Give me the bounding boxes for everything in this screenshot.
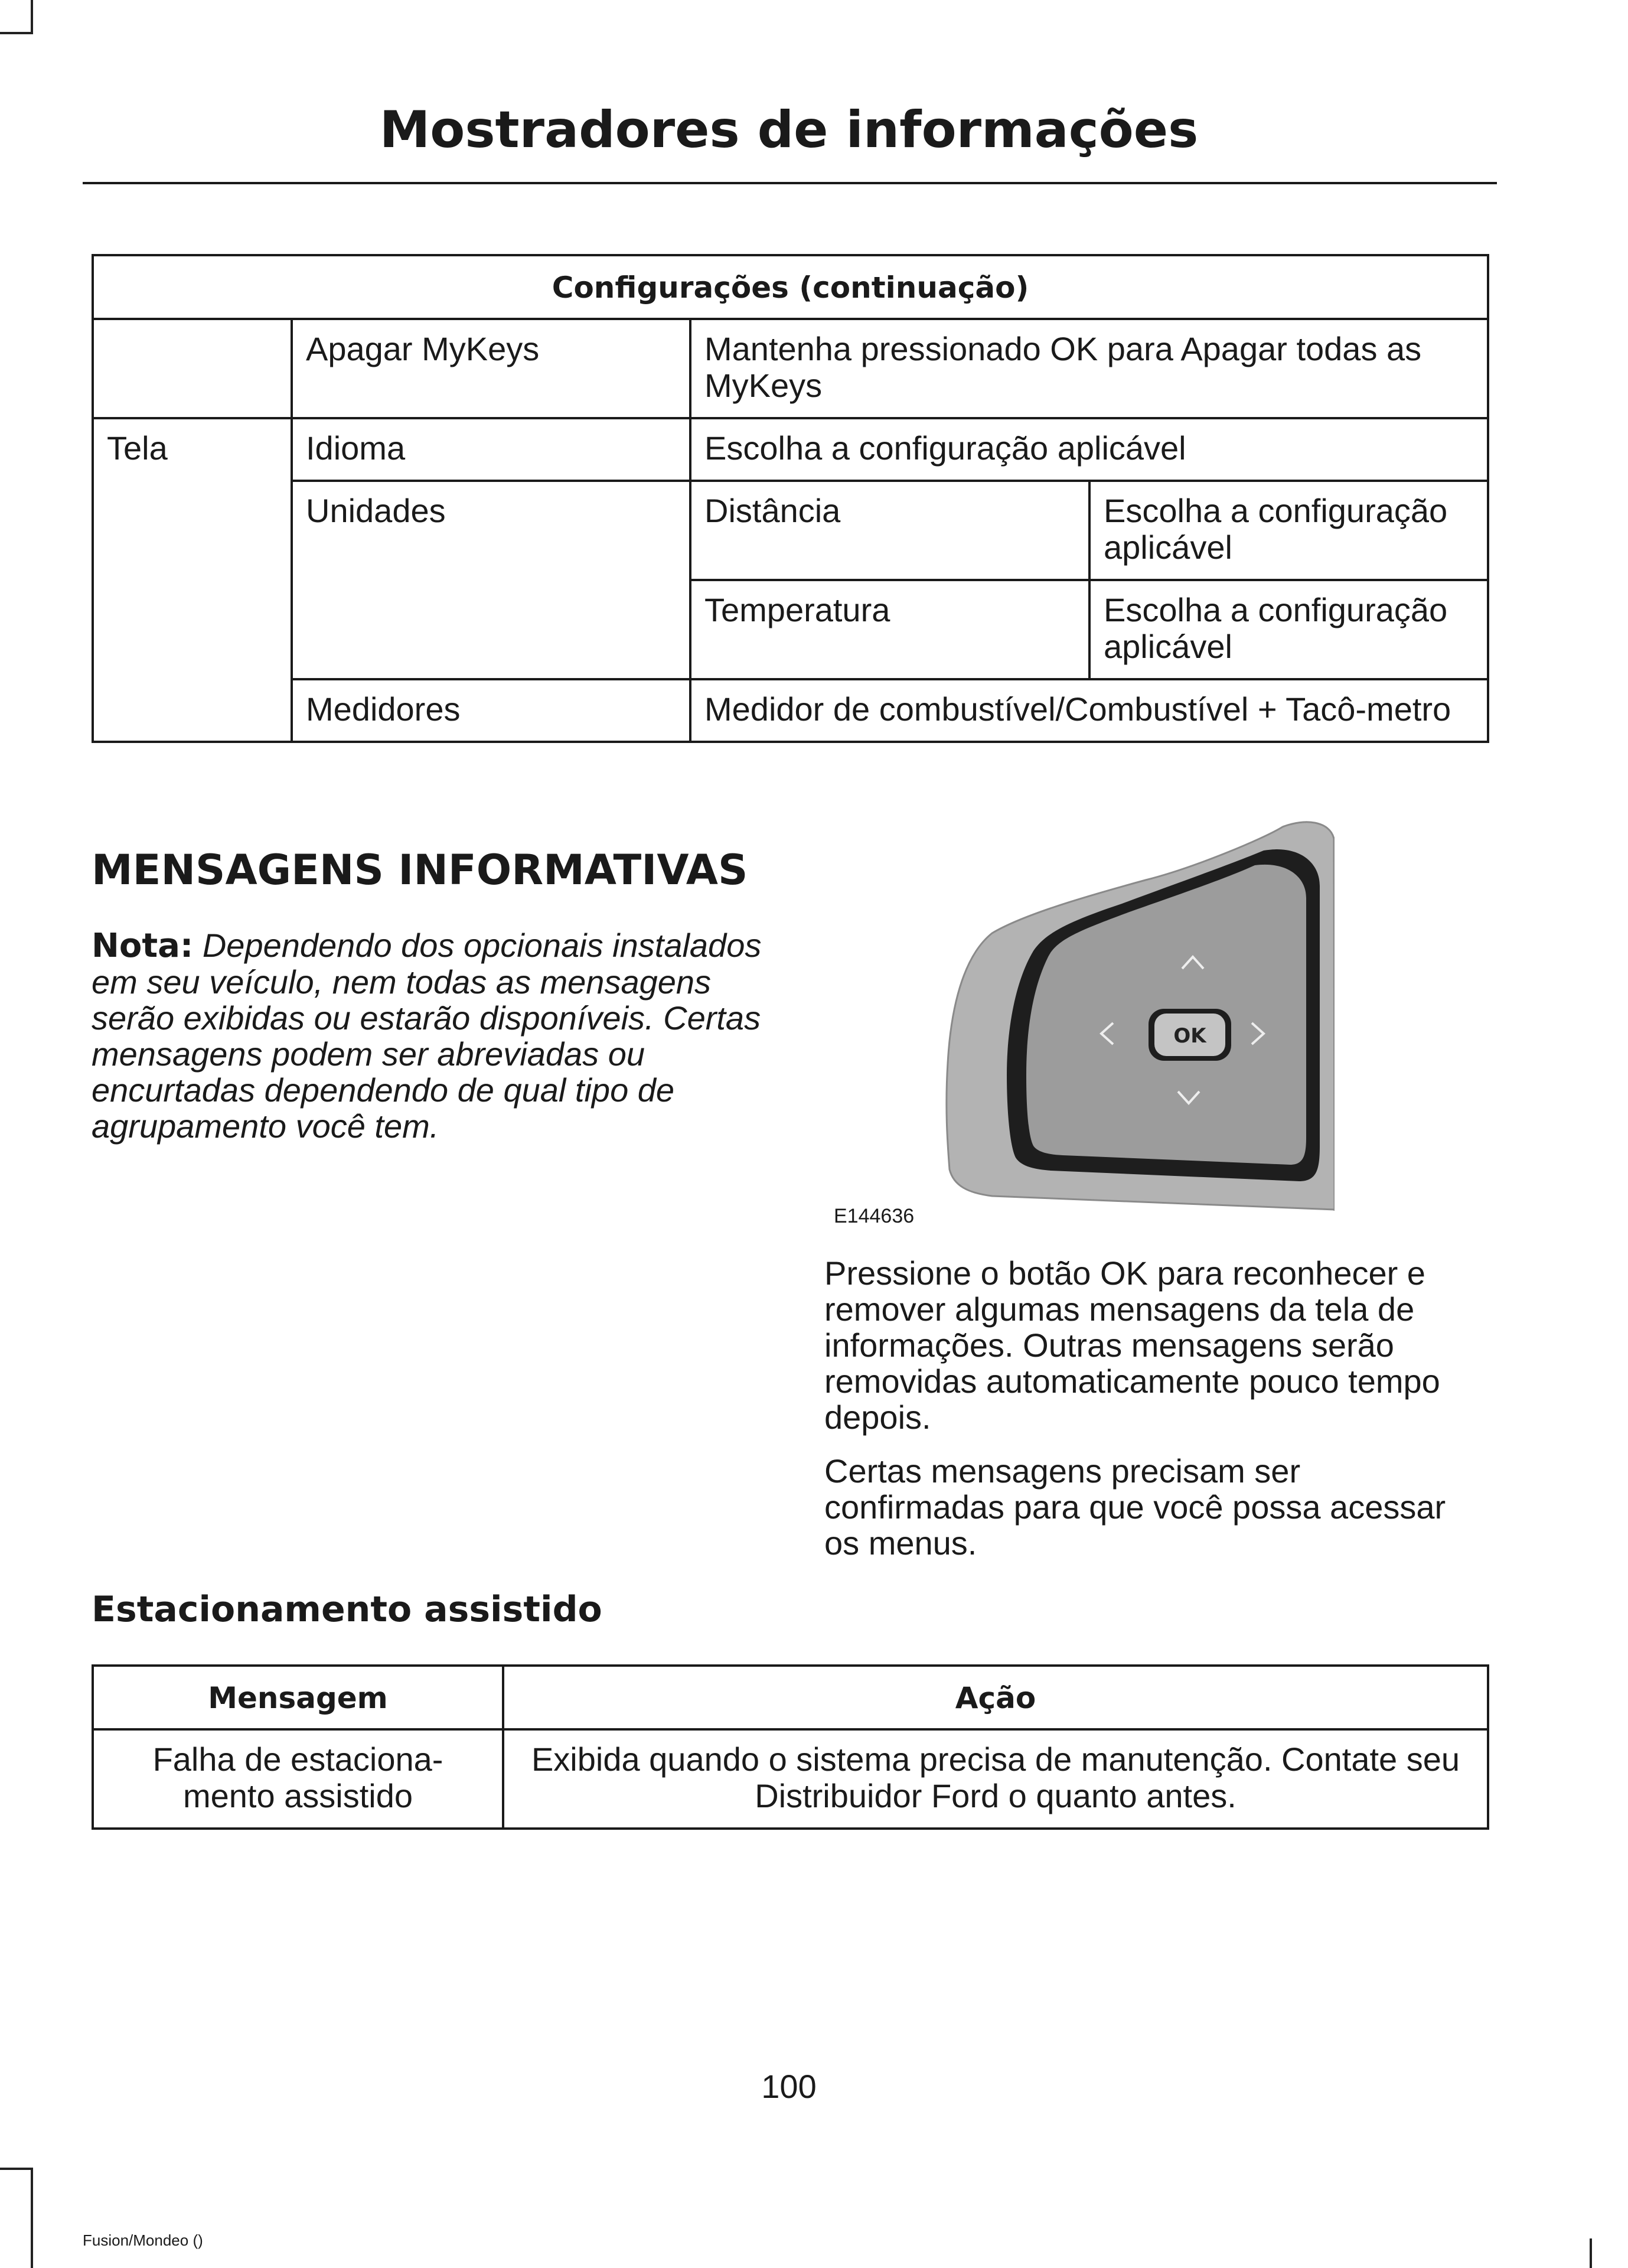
column-header: Mensagem <box>93 1666 503 1729</box>
table-row <box>93 481 1488 580</box>
sub-heading: Estacionamento assistido <box>92 1589 602 1630</box>
table-cell: Unidades <box>292 481 690 679</box>
note-paragraph <box>92 927 765 1144</box>
table-cell: Temperatura <box>690 580 1089 679</box>
table-header-row <box>93 1666 1488 1729</box>
table-cell: Mantenha pressionado OK para Apagar todas as MyKeys <box>690 319 1488 418</box>
table-row <box>93 319 1488 418</box>
body-paragraph: Pressione o botão OK para reconhecer e remover algumas mensagens da tela de informações. Outras mensagens serão removidas automaticamente pouco tempo depois. <box>824 1254 1440 1436</box>
table-cell: Falha de estaciona-mento assistido <box>93 1729 503 1829</box>
table-cell: Escolha a configuração aplicável <box>1089 580 1488 679</box>
table-cell: Medidores <box>292 679 690 742</box>
crop-mark <box>31 0 33 34</box>
note-label: Nota: <box>92 927 194 965</box>
note-text: Dependendo dos opcionais instalados em seu veículo, nem todas as mensagens serão exibidas ou estarão disponíveis. Certas mensagens podem ser abreviadas ou encurtadas dependendo de qual tipo de agrupamento você tem. <box>92 927 762 1145</box>
parking-table <box>92 1664 1489 1830</box>
crop-mark <box>1590 2238 1592 2268</box>
settings-table <box>92 254 1489 743</box>
table-cell: Distância <box>690 481 1089 580</box>
table-row <box>93 1729 1488 1829</box>
crop-mark <box>0 32 33 34</box>
table-cell: Escolha a configuração aplicável <box>690 418 1488 481</box>
section-heading: MENSAGENS INFORMATIVAS <box>92 846 748 894</box>
table-cell: Escolha a configuração aplicável <box>1089 481 1488 580</box>
table-caption: Configurações (continuação) <box>93 255 1488 319</box>
table-cell: Apagar MyKeys <box>292 319 690 418</box>
table-header-row <box>93 255 1488 319</box>
table-cell: Tela <box>93 418 292 742</box>
steering-wheel-button-illustration <box>815 815 1335 1240</box>
column-header: Ação <box>503 1666 1488 1729</box>
page-number: 100 <box>761 2068 817 2105</box>
crop-mark <box>31 2168 33 2268</box>
table-cell: Exibida quando o sistema precisa de manutenção. Contate seu Distribuidor Ford o quanto antes. <box>503 1729 1488 1829</box>
ok-label: OK <box>1173 1024 1206 1048</box>
page-title: Mostradores de informações <box>379 100 1199 159</box>
body-paragraph: Certas mensagens precisam ser confirmadas para que você possa acessar os menus. <box>824 1452 1446 1562</box>
footer-model: Fusion/Mondeo () <box>83 2231 203 2249</box>
table-row <box>93 679 1488 742</box>
table-cell <box>93 319 292 418</box>
figure-code: E144636 <box>834 1205 915 1227</box>
title-divider <box>83 182 1497 184</box>
crop-mark <box>0 2168 33 2170</box>
table-cell: Idioma <box>292 418 690 481</box>
table-row <box>93 418 1488 481</box>
table-cell: Medidor de combustível/Combustível + Tacô-metro <box>690 679 1488 742</box>
